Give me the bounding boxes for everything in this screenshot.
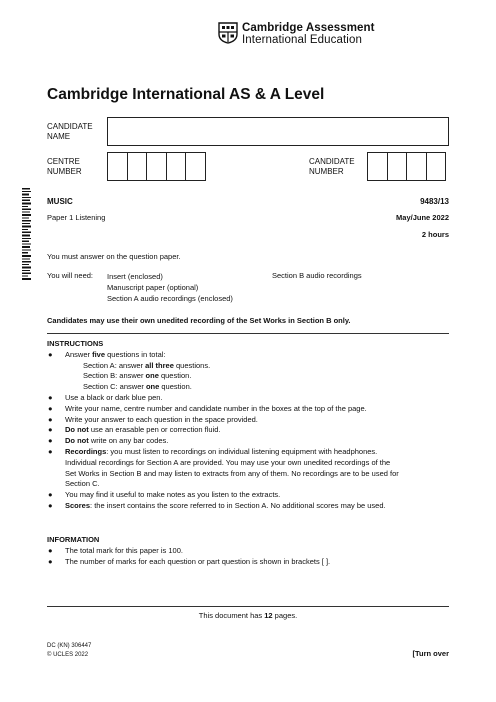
candidate-number-field[interactable]	[367, 152, 446, 181]
centre-number-cell[interactable]	[166, 152, 187, 181]
information-section	[47, 535, 457, 567]
copyright: © UCLES 2022	[47, 652, 89, 658]
centre-number-label-line2: NUMBER	[47, 167, 82, 176]
needs-item: Insert (enclosed)	[107, 272, 163, 281]
centre-number-cell[interactable]	[127, 152, 148, 181]
needs-right: Section B audio recordings	[272, 271, 362, 280]
candidate-number-cell[interactable]	[406, 152, 427, 181]
candidate-number-label-line2: NUMBER	[309, 167, 344, 176]
centre-number-field[interactable]	[107, 152, 206, 181]
session: May/June 2022	[396, 213, 449, 222]
candidate-number-label-line1: CANDIDATE	[309, 157, 355, 166]
cambridge-logo	[218, 22, 375, 46]
information-heading: INFORMATION	[47, 535, 100, 544]
instruction-item: ● Do not use an erasable pen or correction fluid.	[48, 425, 221, 435]
instruction-item: ● Write your answer to each question in the space provided.	[48, 414, 258, 424]
candidate-name-label	[47, 122, 93, 142]
instruction-subitem: Section B: answer one question.	[83, 371, 192, 381]
paper-title: Paper 1 Listening	[47, 213, 106, 222]
instruction-item: ● Write your name, centre number and candidate number in the boxes at the top of the page.	[48, 403, 367, 413]
instruction-item: ● Recordings: you must listen to recordings on individual listening equipment with headphones. Individual recordings for Section A are provided. You may use your own unedited recordings of the Set Works in Section B and may listen to extracts from any of them. No recordings are to be used for Section C.	[48, 446, 399, 489]
candidate-number-label	[309, 157, 355, 177]
candidate-number-cell[interactable]	[426, 152, 447, 181]
logo-line-1: Cambridge Assessment	[242, 22, 375, 34]
logo-line-2: International Education	[242, 34, 362, 46]
candidate-name-label-line2: NAME	[47, 132, 71, 141]
centre-number-cell[interactable]	[146, 152, 167, 181]
page-count: This document has 12 pages.	[198, 611, 298, 620]
barcode	[20, 188, 32, 280]
centre-number-label	[47, 157, 82, 177]
centre-number-cell[interactable]	[185, 152, 206, 181]
candidate-name-field[interactable]	[107, 117, 449, 146]
you-will-need-label: You will need:	[47, 271, 94, 280]
paper-code: 9483/13	[420, 197, 449, 206]
footer-ref	[47, 642, 91, 660]
candidate-name-label-line1: CANDIDATE	[47, 122, 93, 131]
instruction-item: ● Scores: the insert contains the score referred to in Section A. No additional scores may be used.	[48, 500, 386, 510]
page-title: Cambridge International AS & A Level	[47, 86, 325, 103]
turn-over: [Turn over	[412, 649, 449, 658]
recording-note: Candidates may use their own unedited recording of the Set Works in Section B only.	[47, 316, 351, 325]
instruction-item: ● Answer five questions in total:	[48, 349, 166, 359]
crest-icon	[218, 22, 238, 44]
instruction-item: ● Use a black or dark blue pen.	[48, 392, 163, 402]
information-item: ● The total mark for this paper is 100.	[48, 545, 183, 555]
instruction-item: ● You may find it useful to make notes as you listen to the extracts.	[48, 490, 281, 500]
needs-item: Section A audio recordings (enclosed)	[107, 294, 233, 303]
centre-number-cell[interactable]	[107, 152, 128, 181]
instructions-heading: INSTRUCTIONS	[47, 339, 104, 348]
instruction-item: ● Do not write on any bar codes.	[48, 436, 169, 446]
instruction-subitem: Section A: answer all three questions.	[83, 360, 211, 370]
needs-item: Manuscript paper (optional)	[107, 283, 199, 292]
candidate-number-cell[interactable]	[387, 152, 408, 181]
subject-label: MUSIC	[47, 197, 73, 206]
document-ref: DC (KN) 306447	[47, 643, 92, 649]
needs-list	[107, 271, 233, 304]
answer-note: You must answer on the question paper.	[47, 252, 181, 261]
instructions-section	[47, 339, 457, 512]
instruction-subitem: Section C: answer one question.	[83, 382, 192, 392]
divider	[47, 333, 449, 334]
candidate-number-cell[interactable]	[367, 152, 388, 181]
duration: 2 hours	[421, 230, 449, 239]
centre-number-label-line1: CENTRE	[47, 157, 80, 166]
footer-divider	[47, 606, 449, 607]
information-item: ● The number of marks for each question or part question is shown in brackets [ ].	[48, 556, 331, 566]
